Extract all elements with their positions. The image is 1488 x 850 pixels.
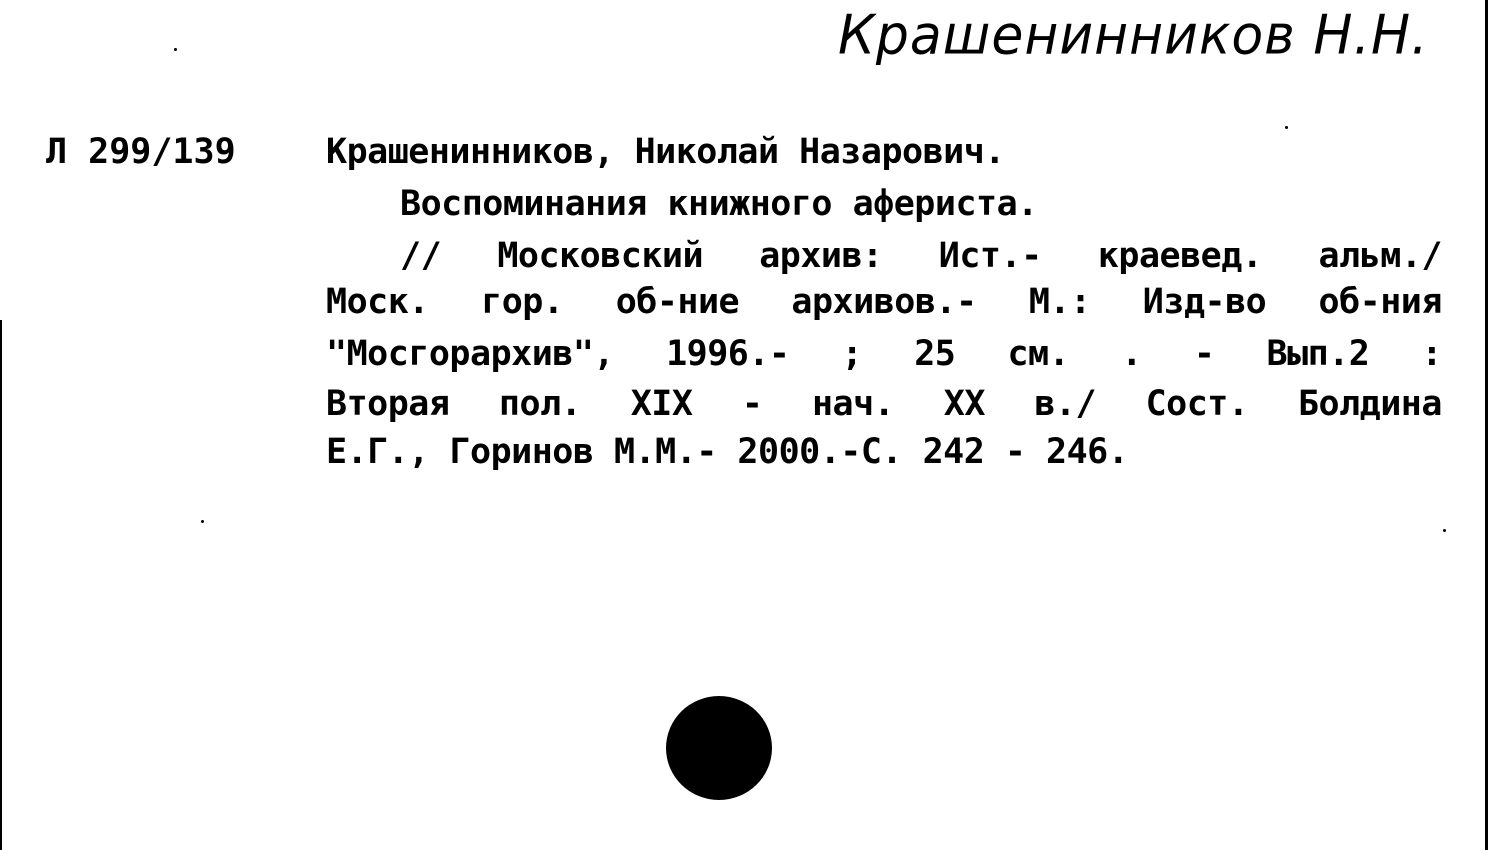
source-word: 25 <box>914 334 956 374</box>
scan-speck <box>1443 529 1446 532</box>
title-line: Воспоминания книжного афериста. <box>400 184 1038 224</box>
source-word: альм./ <box>1318 236 1442 276</box>
card-punch-hole <box>666 696 772 800</box>
source-word: 1996.- <box>666 334 790 374</box>
source-word: см. <box>1007 334 1070 374</box>
scan-speck <box>201 520 204 523</box>
source-word: об-ние <box>615 282 740 322</box>
source-word: . <box>1121 334 1142 374</box>
source-word: архивов.- <box>791 282 977 322</box>
source-word: об-ния <box>1318 282 1442 322</box>
source-line-2 <box>326 282 1442 322</box>
source-word: М.: <box>1028 282 1091 322</box>
source-word: Сост. <box>1145 384 1249 424</box>
source-word: Вторая <box>326 384 450 424</box>
source-line-1 <box>400 236 1442 276</box>
source-word: - <box>741 384 763 424</box>
source-word: XIX <box>630 384 693 424</box>
card-left-edge <box>0 320 2 850</box>
source-line-3 <box>326 334 1442 374</box>
source-line-5: Е.Г., Горинов М.М.- 2000.-С. 242 - 246. <box>326 432 1129 472</box>
source-word: гор. <box>481 282 564 322</box>
author-line: Крашенинников, Николай Назарович. <box>326 132 1005 172</box>
source-word: пол. <box>498 384 582 424</box>
source-line-4 <box>326 384 1442 424</box>
source-word: Болдина <box>1297 384 1442 424</box>
source-word: : <box>1421 334 1442 374</box>
source-word: XX <box>943 384 985 424</box>
source-word: ; <box>841 334 863 374</box>
source-word: "Мосгорархив", <box>326 334 615 374</box>
source-word: архив: <box>759 236 883 276</box>
source-word: Изд-во <box>1142 282 1267 322</box>
source-word: Московский <box>497 236 704 276</box>
source-word: - <box>1193 334 1215 374</box>
source-word: Вып.2 <box>1266 334 1370 374</box>
source-word: Ист.- <box>938 236 1042 276</box>
source-word: краевед. <box>1097 236 1263 276</box>
source-word: в./ <box>1034 384 1097 424</box>
handwritten-heading: Крашенинников Н.Н. <box>838 4 1429 67</box>
source-word: нач. <box>811 384 895 424</box>
scan-speck <box>1285 126 1288 129</box>
source-word: // <box>400 236 442 276</box>
scan-speck <box>174 48 177 51</box>
source-word: Моск. <box>326 282 429 322</box>
shelfmark: Л 299/139 <box>46 132 236 172</box>
